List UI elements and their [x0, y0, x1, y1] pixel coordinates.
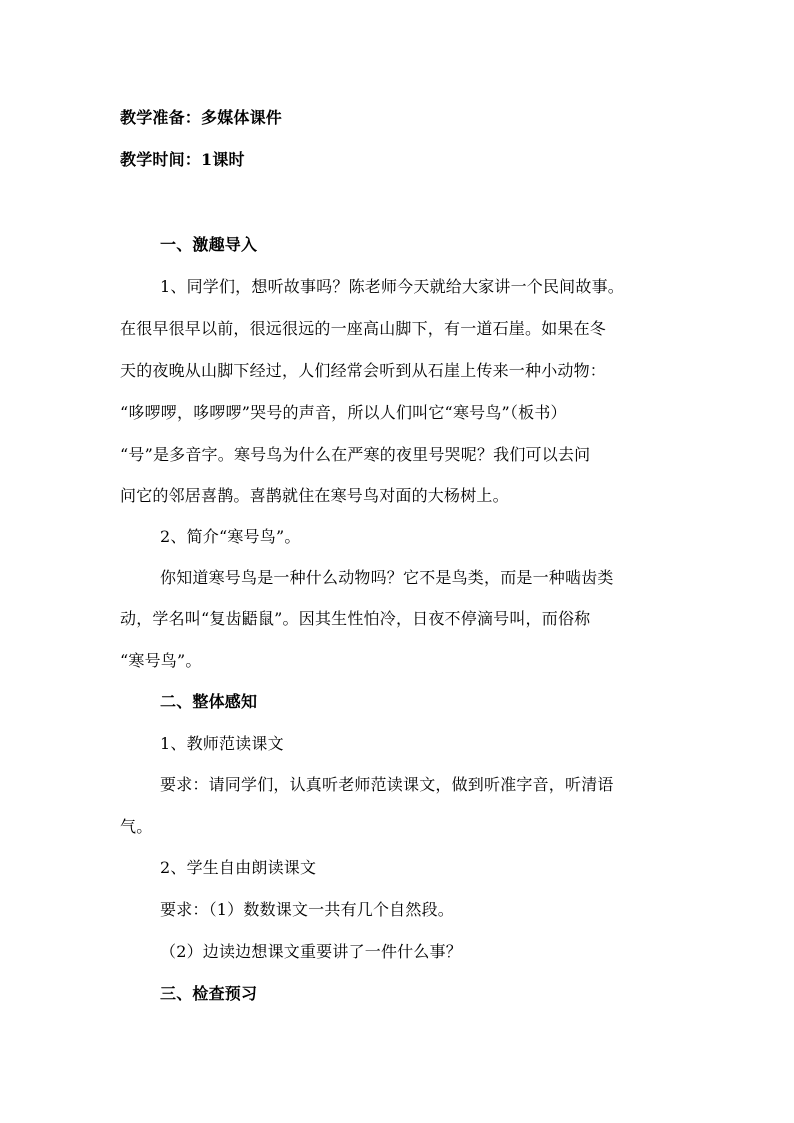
time-line: 教学时间：1课时 [120, 150, 245, 169]
subheading-line: 2、简介“寒号鸟”。 [160, 527, 301, 546]
paragraph-line: “寒号鸟”。 [120, 651, 202, 670]
paragraph-line: 天的夜晚从山脚下经过，人们经常会听到从石崖上传来一种小动物： [120, 361, 607, 380]
section-heading-3: 三、检查预习 [160, 984, 258, 1003]
paragraph-line: “哆啰啰，哆啰啰”哭号的声音，所以人们叫它“寒号鸟”（板书） [120, 403, 567, 422]
subheading-line: 1、教师范读课文 [160, 734, 284, 753]
subheading-line: 2、学生自由朗读课文 [160, 858, 317, 877]
prep-line: 教学准备：多媒体课件 [120, 108, 283, 127]
paragraph-line: （2）边读边想课文重要讲了一件什么事？ [160, 942, 462, 961]
paragraph-line: 在很早很早以前，很远很远的一座高山脚下，有一道石崖。如果在冬 [120, 319, 607, 338]
paragraph-line: 动，学名叫“复齿鼯鼠”。因其生性怕冷，日夜不停滴号叫，而俗称 [120, 609, 591, 628]
paragraph-line: “号”是多音字。寒号鸟为什么在严寒的夜里号哭呢？我们可以去问 [120, 445, 591, 464]
section-heading-1: 一、激趣导入 [160, 235, 258, 254]
paragraph-line: 要求：（1）数数课文一共有几个自然段。 [160, 900, 454, 919]
paragraph-line: 问它的邻居喜鹊。喜鹊就住在寒号鸟对面的大杨树上。 [120, 486, 509, 505]
paragraph-line: 气。 [120, 817, 153, 836]
paragraph-line: 你知道寒号鸟是一种什么动物吗？它不是鸟类，而是一种啮齿类 [160, 568, 614, 587]
section-heading-2: 二、整体感知 [160, 692, 258, 711]
paragraph-line: 1、同学们，想听故事吗？陈老师今天就给大家讲一个民间故事。 [160, 277, 624, 296]
paragraph-line: 要求：请同学们，认真听老师范读课文，做到听准字音，听清语 [160, 775, 614, 794]
